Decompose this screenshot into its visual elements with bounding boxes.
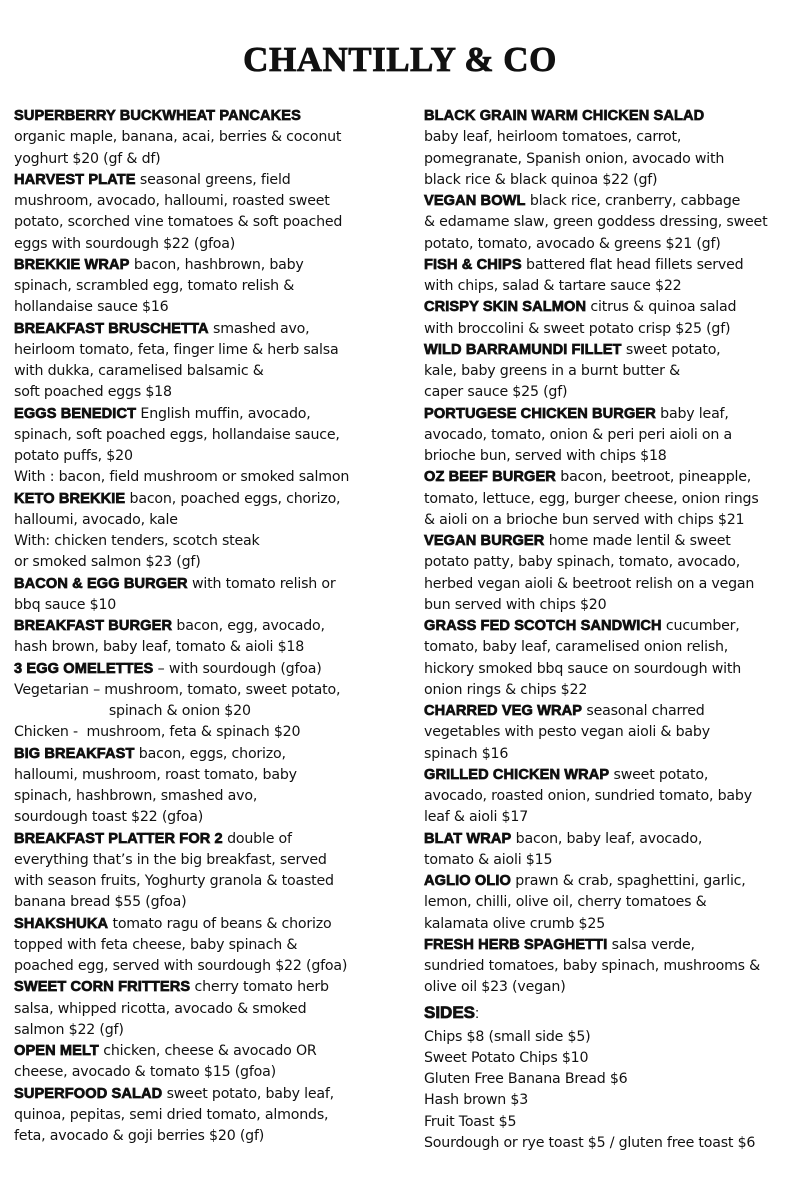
menu-item-description: lemon, chilli, olive oil, cherry tomatoes &: [424, 894, 707, 911]
menu-item-description-line: [14, 127, 404, 148]
menu-item-name: OPEN MELT: [14, 1043, 99, 1059]
side-item: Gluten Free Banana Bread $6: [424, 1071, 628, 1087]
menu-item-first-line: [424, 255, 794, 276]
menu-item-description-line: [14, 999, 404, 1020]
menu-item-description-line: [424, 786, 794, 807]
menu-item: [424, 871, 794, 935]
menu-item: [14, 106, 404, 170]
menu-item-first-line: [14, 977, 404, 998]
menu-item-description: bacon, baby leaf, avocado,: [511, 830, 703, 847]
menu-item-first-line: [14, 914, 404, 935]
menu-item-name: EGGS BENEDICT: [14, 405, 137, 422]
menu-item-description: everything that’s in the big breakfast, served: [14, 851, 327, 868]
menu-item-description: sweet potato, baby leaf,: [162, 1085, 334, 1102]
menu-item-description-line: [424, 977, 794, 998]
menu-item: [424, 106, 794, 191]
menu-item-name: SWEET CORN FRITTERS: [14, 979, 191, 996]
menu-item-description: bacon, hashbrown, baby: [129, 256, 304, 273]
menu-item: [424, 701, 794, 765]
menu-item-description: prawn & crab, spaghettini, garlic,: [510, 873, 746, 889]
menu-item-name: WILD BARRAMUNDI FILLET: [424, 341, 622, 358]
menu-item: [424, 765, 794, 829]
sides-heading-text: SIDES: [424, 1002, 476, 1022]
menu-item-description: English muffin, avocado,: [136, 405, 311, 422]
menu-item: [14, 319, 404, 404]
sides-list: [424, 1027, 794, 1155]
menu-item-name: BREKKIE WRAP: [14, 256, 130, 273]
sides-heading-colon: :: [475, 1004, 480, 1022]
menu-item-description-line: [424, 234, 794, 255]
menu-item-description: yoghurt $20 (gf & df): [14, 150, 161, 167]
menu-item-description: hollandaise sauce $16: [14, 299, 169, 316]
menu-item-first-line: [14, 170, 404, 191]
menu-item-name: VEGAN BURGER: [424, 533, 545, 549]
menu-item-name: AGLIO OLIO: [424, 873, 511, 889]
menu-item-description-line: [14, 531, 404, 552]
menu-item-description-line: [424, 914, 794, 935]
menu-item-description: sweet potato,: [609, 766, 709, 783]
menu-item-description-line: [424, 382, 794, 403]
menu-item-first-line: [14, 1084, 404, 1105]
menu-item: [14, 616, 404, 659]
menu-item-description-line: [14, 276, 404, 297]
menu-item-description-line: [14, 446, 404, 467]
menu-item-description-line: [424, 637, 794, 658]
menu-item-description-line: [424, 680, 794, 701]
menu-item-description: with season fruits, Yoghurty granola & toasted: [14, 873, 334, 889]
menu-item-description: hickory smoked bbq sauce on sourdough with: [424, 660, 742, 677]
menu-item: [14, 1084, 404, 1148]
menu-item-name: KETO BREKKIE: [14, 490, 126, 507]
menu-item: [424, 340, 794, 404]
menu-item-description-line: [14, 510, 404, 531]
menu-item-first-line: [424, 935, 794, 956]
menu-item-first-line: [14, 574, 404, 595]
restaurant-title: CHANTILLY & CO: [243, 40, 557, 79]
menu-item-description-line: [14, 722, 404, 743]
menu-item-description-line: [14, 680, 404, 701]
menu-item-name: SUPERFOOD SALAD: [14, 1085, 163, 1102]
menu-item-description: potato patty, baby spinach, tomato, avocado,: [424, 554, 741, 571]
menu-item: [14, 404, 404, 489]
menu-item-description-line: [424, 956, 794, 977]
menu-items-right: [424, 106, 794, 999]
menu-item: [424, 935, 794, 999]
menu-item-description: black rice, cranberry, cabbage: [525, 193, 741, 209]
menu-item-description-line: [14, 701, 404, 722]
menu-item-description: hash brown, baby leaf, tomato & aioli $18: [14, 639, 305, 656]
menu-item: [14, 744, 404, 829]
menu-item-first-line: [14, 319, 404, 340]
menu-item-description-line: [424, 892, 794, 913]
menu-item-description: avocado, roasted onion, sundried tomato, baby: [424, 788, 752, 804]
menu-item-name: SHAKSHUKA: [14, 915, 109, 932]
menu-item-description-line: [14, 382, 404, 403]
menu-item-description: with dukka, caramelised balsamic &: [14, 363, 264, 379]
menu-item-description: organic maple, banana, acai, berries & coconut: [14, 129, 342, 146]
menu-item-first-line: [424, 829, 794, 850]
menu-item-description: avocado, tomato, onion & peri peri aioli on a: [424, 426, 732, 443]
menu-item-description-line: [424, 659, 794, 680]
menu-item-description: sundried tomatoes, baby spinach, mushrooms &: [424, 958, 761, 974]
menu-item-description-line: [14, 935, 404, 956]
menu-item-first-line: [424, 404, 794, 425]
menu-item-description: With : bacon, field mushroom or smoked salmon: [14, 469, 350, 486]
menu-item-description-line: [424, 595, 794, 616]
menu-item-description: bbq sauce $10: [14, 596, 117, 613]
menu-item-first-line: [424, 106, 794, 127]
menu-item-description: feta, avocado & goji berries $20 (gf): [14, 1128, 265, 1144]
menu-item: [424, 467, 794, 531]
menu-item-description: spinach, hashbrown, smashed avo,: [14, 788, 258, 804]
menu-item: [14, 1041, 404, 1084]
menu-item-description: potato, scorched vine tomatoes & soft poached: [14, 214, 343, 231]
menu-item-description-line: [424, 127, 794, 148]
menu-item-name: CRISPY SKIN SALMON: [424, 299, 587, 316]
menu-item-description: with broccolini & sweet potato crisp $25 (gf): [424, 320, 731, 337]
side-item: Sourdough or rye toast $5 / gluten free toast $6: [424, 1134, 756, 1151]
menu-item-description: with tomato relish or: [187, 575, 336, 592]
menu-item-description: seasonal greens, field: [135, 171, 291, 188]
menu-item: [14, 977, 404, 1041]
menu-item: [14, 829, 404, 914]
menu-column-right: [424, 106, 794, 1154]
menu-item-description: salmon $22 (gf): [14, 1021, 124, 1038]
menu-item-description-line: [14, 149, 404, 170]
menu-item-description-line: [424, 446, 794, 467]
menu-item-description-line: [14, 234, 404, 255]
menu-item-description-line: [424, 170, 794, 191]
menu-item-first-line: [14, 489, 404, 510]
menu-item-description-line: [14, 1105, 404, 1126]
menu-item-description: cucumber,: [661, 618, 740, 634]
menu-item-description: topped with feta cheese, baby spinach &: [14, 936, 298, 953]
menu-item-first-line: [14, 616, 404, 637]
menu-item-name: OZ BEEF BURGER: [424, 469, 556, 486]
menu-item-name: VEGAN BOWL: [424, 193, 526, 209]
menu-item-description: halloumi, mushroom, roast tomato, baby: [14, 766, 297, 783]
menu-item-first-line: [424, 531, 794, 552]
menu-item-first-line: [424, 871, 794, 892]
menu-item-description-line: [14, 340, 404, 361]
menu-item-description: & edamame slaw, green goddess dressing, sweet: [424, 214, 768, 231]
menu-item-description: mushroom, avocado, halloumi, roasted sweet: [14, 193, 330, 209]
menu-item-description: herbed vegan aioli & beetroot relish on a vegan: [424, 575, 755, 592]
menu-item-first-line: [424, 616, 794, 637]
side-item: Fruit Toast $5: [424, 1113, 517, 1130]
menu-item-description: soft poached eggs $18: [14, 384, 172, 401]
menu-item-description: quinoa, pepitas, semi dried tomato, almonds,: [14, 1106, 329, 1123]
menu-item-description: seasonal charred: [582, 703, 705, 719]
menu-item-description-line: [14, 892, 404, 913]
menu-item-description: baby leaf, heirloom tomatoes, carrot,: [424, 129, 682, 146]
menu-item-description: spinach, soft poached eggs, hollandaise sauce,: [14, 426, 340, 443]
menu-item-description: spinach $16: [424, 745, 509, 762]
menu-item-description: spinach, scrambled egg, tomato relish &: [14, 278, 295, 294]
menu-item-description: bacon, egg, avocado,: [172, 618, 325, 634]
menu-item-description-line: [424, 807, 794, 828]
menu-item-first-line: [14, 829, 404, 850]
menu-item-description: smashed avo,: [208, 320, 310, 337]
menu-item-description-line: [14, 1126, 404, 1147]
menu-item: [14, 170, 404, 255]
menu-item-description: with chips, salad & tartare sauce $22: [424, 278, 682, 294]
menu-item: [424, 829, 794, 872]
menu-item-description: tomato & aioli $15: [424, 851, 553, 868]
menu-item-name: PORTUGESE CHICKEN BURGER: [424, 405, 656, 422]
menu-item-description-line: [14, 786, 404, 807]
menu-item-description: Chicken - mushroom, feta & spinach $20: [14, 724, 301, 741]
menu-item-description: bun served with chips $20: [424, 596, 607, 613]
menu-item-description: salsa, whipped ricotta, avocado & smoked: [14, 1000, 307, 1017]
menu-item-description: Vegetarian – mushroom, tomato, sweet potato,: [14, 681, 341, 698]
menu-item-description-line: [14, 595, 404, 616]
menu-item-description-line: [424, 425, 794, 446]
menu-item-name: SUPERBERRY BUCKWHEAT PANCAKES: [14, 108, 301, 124]
menu-item-name: BREAKFAST BURGER: [14, 618, 173, 634]
menu-item-description-line: [424, 361, 794, 382]
menu-item-description: kalamata olive crumb $25: [424, 915, 606, 932]
menu-item-description-line: [14, 765, 404, 786]
menu-item-description: tomato, lettuce, egg, burger cheese, onion rings: [424, 490, 759, 507]
menu-item: [424, 616, 794, 701]
menu-item-name: HARVEST PLATE: [14, 171, 136, 188]
side-item: Sweet Potato Chips $10: [424, 1049, 589, 1066]
menu-item-description-line: [424, 212, 794, 233]
menu-item-first-line: [14, 404, 404, 425]
menu-item-description-line: [14, 1062, 404, 1083]
menu-item-name: BIG BREAKFAST: [14, 745, 135, 762]
menu-item-description: heirloom tomato, feta, finger lime & herb salsa: [14, 341, 339, 358]
menu-item-description-line: [424, 744, 794, 765]
menu-item-description: olive oil $23 (vegan): [424, 979, 566, 996]
menu-item-first-line: [424, 701, 794, 722]
menu-item-first-line: [424, 191, 794, 212]
menu-item-name: FISH & CHIPS: [424, 256, 522, 273]
menu-item-description: bacon, poached eggs, chorizo,: [125, 490, 341, 507]
menu-item-description: or smoked salmon $23 (gf): [14, 554, 201, 571]
menu-item-first-line: [14, 744, 404, 765]
menu-item-first-line: [424, 297, 794, 318]
menu-item-description-line: [14, 212, 404, 233]
menu-item-description-line: [14, 637, 404, 658]
menu-item-description: eggs with sourdough $22 (gfoa): [14, 235, 236, 252]
menu-item-description-line: [14, 807, 404, 828]
menu-item: [14, 255, 404, 319]
menu-item-name: CHARRED VEG WRAP: [424, 703, 583, 719]
menu-item: [424, 191, 794, 255]
menu-item-first-line: [14, 106, 404, 127]
menu-item-description-line: [14, 871, 404, 892]
menu-item-name: BLACK GRAIN WARM CHICKEN SALAD: [424, 108, 705, 124]
menu-item-description: brioche bun, served with chips $18: [424, 448, 667, 464]
menu-item: [424, 255, 794, 298]
menu-item-name: BREAKFAST BRUSCHETTA: [14, 320, 209, 337]
menu-item-name: BACON & EGG BURGER: [14, 575, 188, 592]
menu-item-first-line: [14, 255, 404, 276]
menu-item-description: battered flat head fillets served: [521, 256, 744, 273]
side-item: Hash brown $3: [424, 1092, 529, 1109]
menu-item: [14, 489, 404, 574]
menu-item-name: BREAKFAST PLATTER FOR 2: [14, 830, 223, 847]
sides-heading: [424, 1000, 794, 1027]
menu-item-description: leaf & aioli $17: [424, 809, 529, 826]
menu-item-description: vegetables with pesto vegan aioli & baby: [424, 724, 710, 741]
side-item: Chips $8 (small side $5): [424, 1028, 591, 1045]
menu-item-description: citrus & quinoa salad: [586, 299, 737, 316]
menu-item-description: sweet potato,: [621, 341, 721, 358]
menu-item-description: tomato, baby leaf, caramelised onion relish,: [424, 639, 729, 656]
menu-item: [424, 297, 794, 340]
menu-item-first-line: [14, 659, 404, 680]
menu-item-description-line: [424, 510, 794, 531]
menu-item-description: black rice & black quinoa $22 (gf): [424, 171, 658, 188]
menu-item-description: tomato ragu of beans & chorizo: [108, 915, 332, 932]
menu-item-description: double of: [222, 830, 292, 847]
menu-item-first-line: [14, 1041, 404, 1062]
menu-item-description: home made lentil & sweet: [544, 533, 731, 549]
menu-item-description-line: [14, 1020, 404, 1041]
menu-item-description-line: [14, 956, 404, 977]
menu-item-description: caper sauce $25 (gf): [424, 384, 568, 401]
menu-item-name: 3 EGG OMELETTES: [14, 660, 154, 677]
menu-item-description-line: [424, 722, 794, 743]
menu-item-description: sourdough toast $22 (gfoa): [14, 809, 204, 826]
menu-item-first-line: [424, 340, 794, 361]
menu-item: [14, 659, 404, 744]
menu-item-description: halloumi, avocado, kale: [14, 511, 178, 528]
menu-item: [14, 914, 404, 978]
menu-item-description-line: [14, 191, 404, 212]
menu-item-first-line: [424, 467, 794, 488]
menu-item-description-line: [424, 149, 794, 170]
menu-item-description-line: [424, 489, 794, 510]
menu-item-description-line: [424, 276, 794, 297]
menu-item-name: GRILLED CHICKEN WRAP: [424, 766, 610, 783]
menu-item-description-line: [424, 319, 794, 340]
menu-item-description: onion rings & chips $22: [424, 681, 588, 698]
menu-item-description-line: [424, 850, 794, 871]
menu-item-name: GRASS FED SCOTCH SANDWICH: [424, 618, 662, 634]
menu-item-description-line: [424, 574, 794, 595]
menu-item-description-line: [14, 297, 404, 318]
menu-item-description: potato puffs, $20: [14, 448, 133, 464]
menu-item-name: BLAT WRAP: [424, 830, 512, 847]
sides-section: [424, 1000, 794, 1155]
menu-column-left: [14, 106, 404, 1147]
menu-item-description: kale, baby greens in a burnt butter &: [424, 363, 680, 379]
menu-item-description: – with sourdough (gfoa): [153, 660, 322, 677]
menu-item-description: cheese, avocado & tomato $15 (gfoa): [14, 1064, 276, 1081]
menu-item-description: & aioli on a brioche bun served with chips $21: [424, 511, 745, 528]
menu-item-description: potato, tomato, avocado & greens $21 (gf): [424, 235, 721, 252]
menu-item: [424, 404, 794, 468]
menu-item-description-line: [14, 361, 404, 382]
menu-item-description-line: [14, 552, 404, 573]
menu-item-description: poached egg, served with sourdough $22 (gfoa): [14, 958, 348, 974]
menu-item-description: pomegranate, Spanish onion, avocado with: [424, 150, 725, 167]
menu-item-description: cherry tomato herb: [190, 979, 329, 996]
menu-item: [14, 574, 404, 617]
menu-item-description-line: [424, 552, 794, 573]
menu-item-description: spinach & onion $20: [14, 703, 251, 719]
menu-item-description-line: [14, 850, 404, 871]
menu-item-description: bacon, eggs, chorizo,: [134, 745, 286, 762]
menu-item-description: chicken, cheese & avocado OR: [98, 1043, 317, 1059]
menu-item-description: With: chicken tenders, scotch steak: [14, 533, 260, 549]
menu-item-description: salsa verde,: [607, 936, 695, 953]
menu-item: [424, 531, 794, 616]
menu-item-first-line: [424, 765, 794, 786]
menu-item-description-line: [14, 425, 404, 446]
menu-item-description: baby leaf,: [655, 405, 729, 422]
menu-item-name: FRESH HERB SPAGHETTI: [424, 936, 608, 953]
menu-item-description: banana bread $55 (gfoa): [14, 894, 187, 911]
menu-item-description-line: [14, 467, 404, 488]
menu-item-description: bacon, beetroot, pineapple,: [555, 469, 752, 486]
